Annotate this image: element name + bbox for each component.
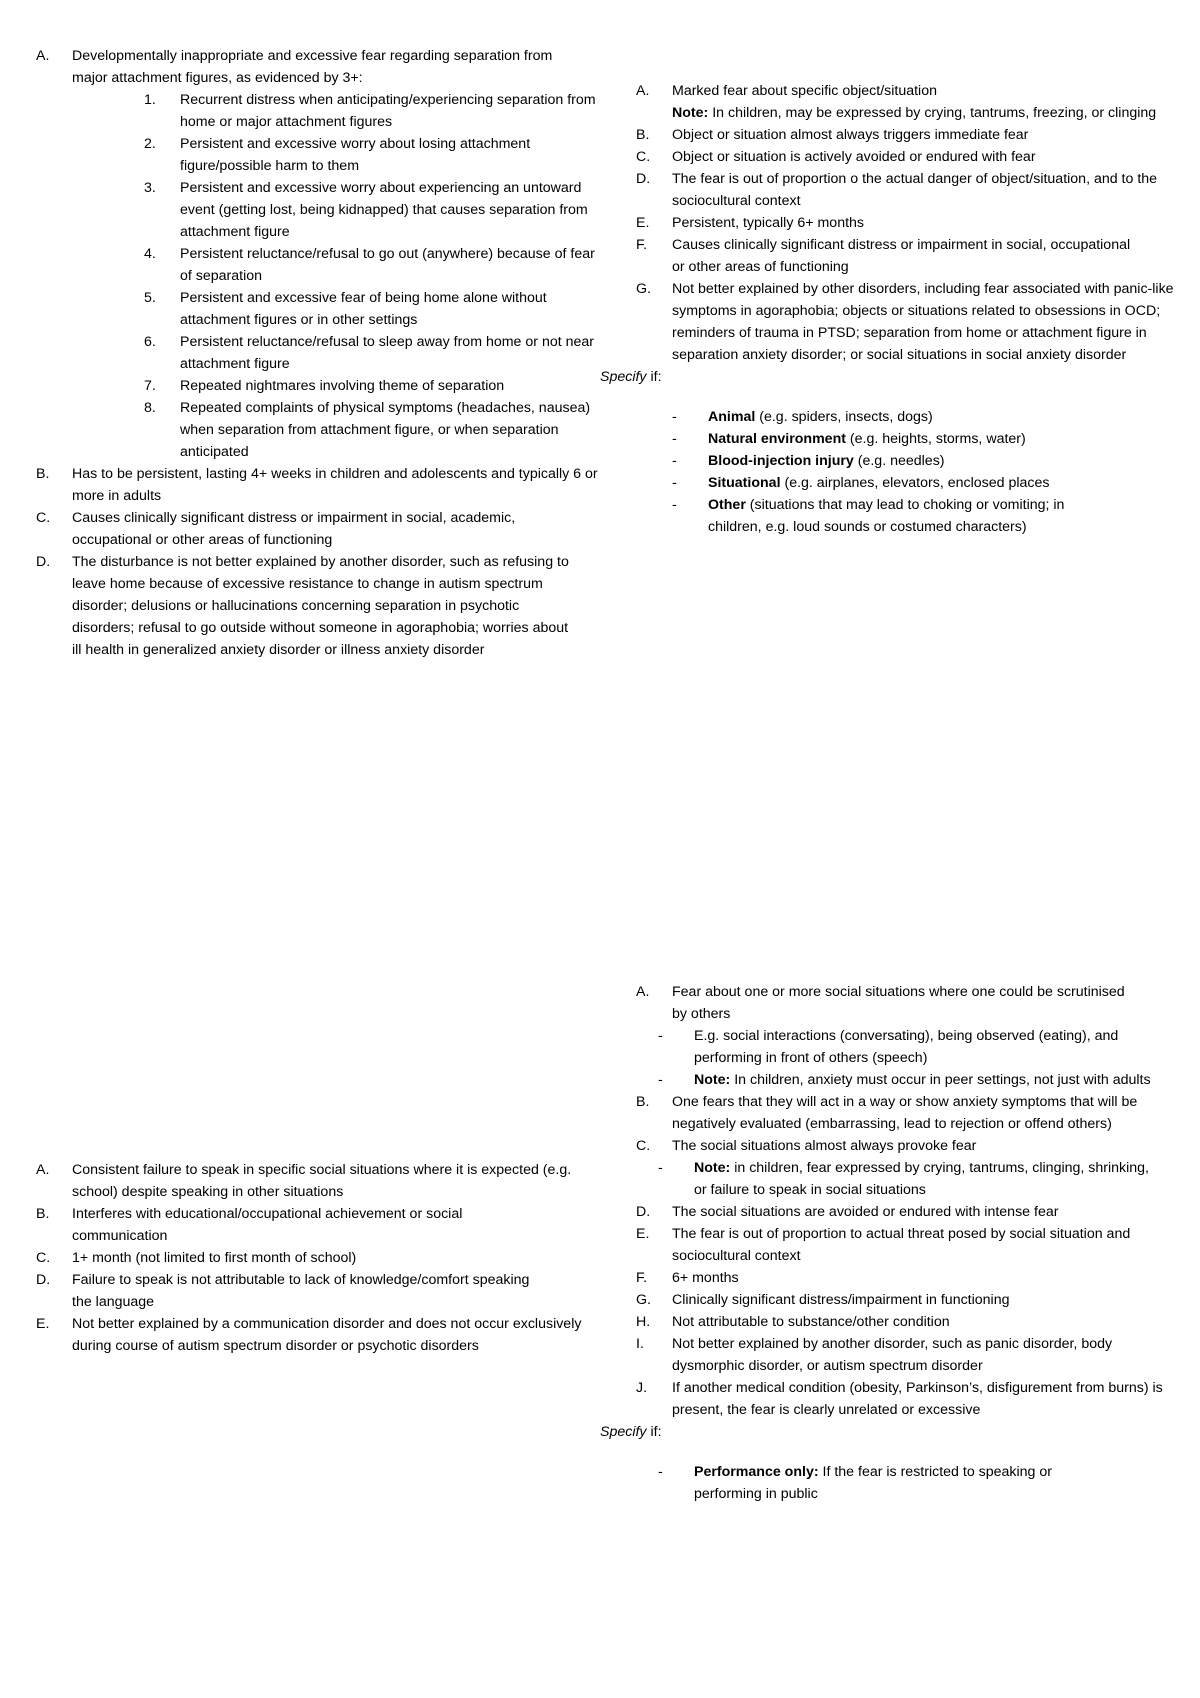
phobia-criterion-c: C. Object or situation is actively avoided or endured with fear (636, 149, 1036, 165)
social-anxiety-criteria (600, 981, 1192, 1505)
criterion-d: D. The disturbance is not better explained by another disorder, such as refusing to leave home because of excessive resistance to change in autism spectrum disorder; delusions or hallucinations concerning separation in psychotic disorders; refusal to go outside without someone in agoraphobia; worries about ill health in generalized anxiety disorder or illness anxiety disorder (36, 554, 569, 658)
phobia-criterion-f: F. Causes clinically significant distress or impairment in social, occupational or other areas of functioning (636, 237, 1131, 275)
social-criterion-a-note: - Note: In children, anxiety must occur in peer settings, not just with adults (658, 1072, 1151, 1088)
subcriterion-3: 3. Persistent and excessive worry about experiencing an untoward event (getting lost, being kidnapped) that causes separation from attachment figure (144, 180, 588, 240)
social-criterion-j: J. If another medical condition (obesity, Parkinson’s, disfigurement from burns) is present, the fear is clearly unrelated or excessive (636, 1380, 1163, 1418)
social-criterion-c: C. The social situations almost always provoke fear (636, 1138, 977, 1154)
phobia-list (636, 80, 1192, 366)
phobia-criterion-a-note: Note: In children, may be expressed by crying, tantrums, freezing, or clinging (672, 105, 1157, 121)
mutism-criterion-e: E. Not better explained by a communication disorder and does not occur exclusively during course of autism spectrum disorder or psychotic disorders (36, 1316, 582, 1354)
criterion-a-sublist (144, 89, 606, 463)
social-specifier-list (658, 1461, 1158, 1505)
social-criterion-f: F. 6+ months (636, 1270, 739, 1286)
phobia-criterion-b: B. Object or situation almost always triggers immediate fear (636, 127, 1029, 143)
social-criterion-c-note: - Note: in children, fear expressed by crying, tantrums, clinging, shrinking, or failure to speak in social situations (658, 1160, 1149, 1198)
criterion-c: C. Causes clinically significant distress or impairment in social, academic, occupational or other areas of functioning (36, 510, 516, 548)
subcriterion-1: 1. Recurrent distress when anticipating/experiencing separation from home or major attachment figures (144, 92, 596, 130)
subcriterion-4: 4. Persistent reluctance/refusal to go out (anywhere) because of fear of separation (144, 246, 595, 284)
mutism-criterion-d: D. Failure to speak is not attributable to lack of knowledge/comfort speaking the language (36, 1272, 530, 1310)
social-criterion-a-example: - E.g. social interactions (conversating), being observed (eating), and performing in front of others (speech) (658, 1028, 1119, 1066)
selective-mutism-criteria (36, 1159, 596, 1357)
phobia-criterion-d: D. The fear is out of proportion o the actual danger of object/situation, and to the sociocultural context (636, 171, 1158, 209)
social-criterion-d: D. The social situations are avoided or endured with intense fear (636, 1204, 1059, 1220)
social-criterion-h: H. Not attributable to substance/other condition (636, 1314, 950, 1330)
specifier-other: - Other (situations that may lead to choking or vomiting; in children, e.g. loud sounds or costumed characters) (672, 497, 1065, 535)
mutism-criterion-a: A. Consistent failure to speak in specific social situations where it is expected (e.g. school) despite speaking in other situations (36, 1162, 572, 1200)
social-list (636, 981, 1192, 1421)
specifier-animal: - Animal (e.g. spiders, insects, dogs) (672, 409, 933, 425)
phobia-criterion-a: A. Marked fear about specific object/situation Note: In children, may be expressed by crying, tantrums, freezing, or clinging (636, 80, 1192, 124)
specifier-blood-injection: - Blood-injection injury (e.g. needles) (672, 453, 945, 469)
social-criterion-b: B. One fears that they will act in a way or show anxiety symptoms that will be negatively evaluated (embarrassing, lead to rejection or offend others) (636, 1094, 1138, 1132)
social-criterion-i: I. Not better explained by another disorder, such as panic disorder, body dysmorphic disorder, or autism spectrum disorder (636, 1336, 1113, 1374)
social-criterion-a: A. Fear about one or more social situations where one could be scrutinised by others (636, 984, 1125, 1022)
social-criterion-e: E. The fear is out of proportion to actual threat posed by social situation and sociocultural context (636, 1226, 1131, 1264)
subcriterion-5: 5. Persistent and excessive fear of being home alone without attachment figures or in other settings (144, 290, 547, 328)
phobia-specifier-list (672, 406, 1172, 538)
specific-phobia-criteria (600, 80, 1192, 538)
criterion-a: A. Developmentally inappropriate and excessive fear regarding separation from major attachment figures, as evidenced by 3+: (36, 48, 553, 86)
social-specify-heading: Specify if: (600, 1424, 662, 1440)
specifier-situational: - Situational (e.g. airplanes, elevators, enclosed places (672, 475, 1050, 491)
mutism-criterion-c: C. 1+ month (not limited to first month of school) (36, 1250, 357, 1266)
separation-anxiety-criteria (36, 45, 596, 661)
specifier-performance-only: - Performance only: If the fear is restricted to speaking or performing in public (658, 1464, 1052, 1502)
social-criterion-g: G. Clinically significant distress/impairment in functioning (636, 1292, 1010, 1308)
phobia-criterion-e: E. Persistent, typically 6+ months (636, 215, 865, 231)
subcriterion-6: 6. Persistent reluctance/refusal to sleep away from home or not near attachment figure (144, 334, 595, 372)
specifier-natural-environment: - Natural environment (e.g. heights, storms, water) (672, 431, 1026, 447)
criterion-b: B. Has to be persistent, lasting 4+ weeks in children and adolescents and typically 6 or more in adults (36, 466, 598, 504)
mutism-criterion-b: B. Interferes with educational/occupational achievement or social communication (36, 1206, 463, 1244)
subcriterion-7: 7. Repeated nightmares involving theme of separation (144, 378, 505, 394)
subcriterion-2: 2. Persistent and excessive worry about losing attachment figure/possible harm to them (144, 136, 531, 174)
phobia-criterion-g: G. Not better explained by other disorders, including fear associated with panic-like symptoms in agoraphobia; objects or situations related to obsessions in OCD; reminders of trauma in PTSD; separation from home or attachment figure in separation anxiety disorder; or social situations in social anxiety disorder (636, 281, 1174, 363)
phobia-specify-heading: Specify if: (600, 369, 662, 385)
subcriterion-8: 8. Repeated complaints of physical symptoms (headaches, nausea) when separation from attachment figure, or when separation anticipated (144, 400, 591, 460)
